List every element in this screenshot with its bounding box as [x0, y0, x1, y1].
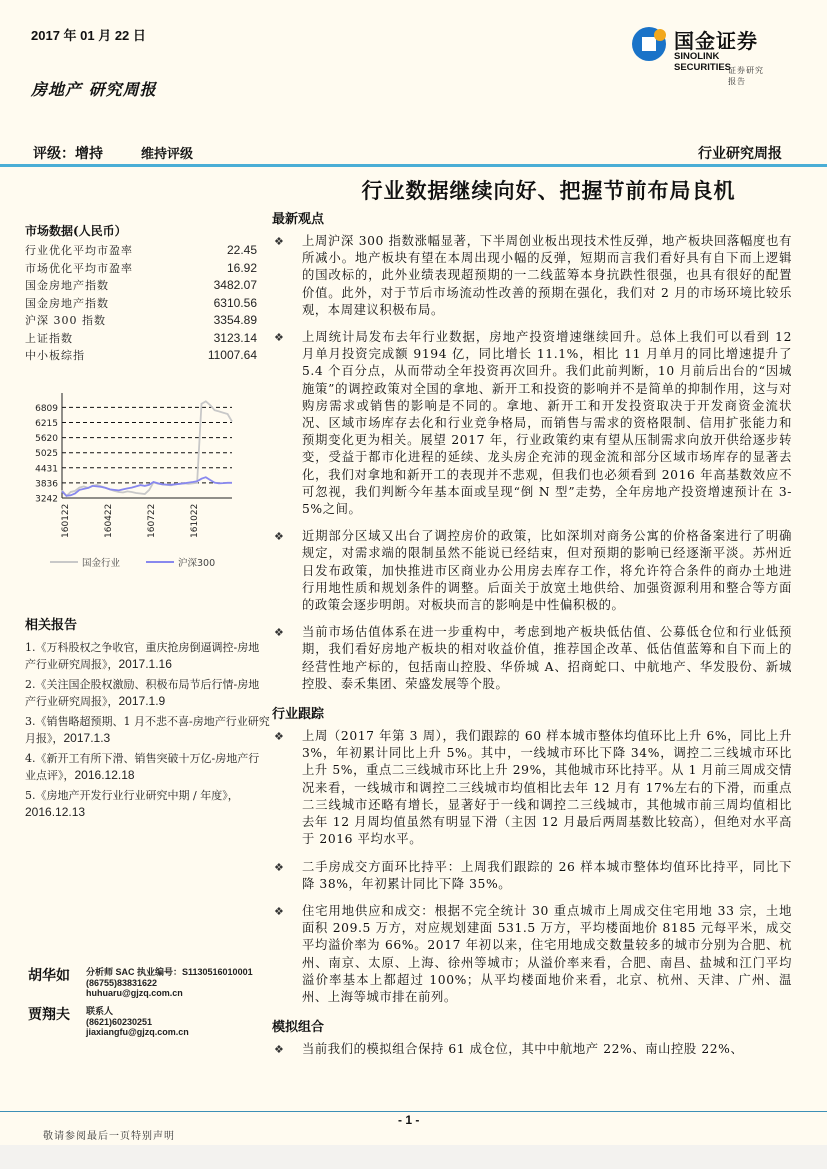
- svg-text:160422: 160422: [104, 503, 114, 538]
- diamond-bullet-icon: ❖: [274, 626, 285, 640]
- bullet-paragraph: ❖ 上周统计局发布去年行业数据，房地产投资增速继续回升。总体上我们可以看到 12 月单月投资完成额 9194 亿，同比增长 11.1%，相比 11 月单月的同比增速提升了 5.4 个百分点，从而带动全年投资再次回升。我们此前判断，10 月前后出台的“因城施策”的调控政策对全国的拿地、新开工和投资的影响并不是简单的抑制作用，这与对购房需求或销售的影响是不同的。拿地、新开工和开发投资取决于开发商资金流状况、区域市场库存去化和行业竞争格局，而销售与需求的资格限制、信用扩张能力和预期变化更为相关。展望 2017 年，行业政策约束有望从压制需求向放开供给逐步转变，受益于都市化进程的延续、龙头房企充沛的现金流和部分区域市场库存的显著去化，我们对拿地和新开工的表现并不悲观，但我们也必须看到 2016 年高基数效应不可忽视，我们判断今年基本面或呈现“倒 N 型”走势，全年房地产投资增速预计在 3-5%之间。: [274, 330, 792, 517]
- svg-text:3836: 3836: [35, 479, 58, 490]
- market-data-label: 市场优化平均市盈率: [25, 261, 133, 275]
- market-data-value: 3482.07: [213, 278, 257, 292]
- market-data-row: [25, 260, 257, 278]
- related-report-link[interactable]: 3.《销售略超预期、1 月不悲不喜-房地产行业研究月报》，2017.1.3: [25, 715, 270, 745]
- market-data-label: 国金房地产指数: [25, 279, 109, 292]
- rating-action: 维持评级: [141, 147, 194, 162]
- footer-divider: [0, 1111, 827, 1112]
- diamond-bullet-icon: ❖: [274, 331, 285, 345]
- related-report-link[interactable]: 4.《新开工有所下滑、销售突破十万亿-房地产行业点评》，2016.12.18: [25, 752, 260, 782]
- related-report-link[interactable]: 2.《关注国企股权激励、积极布局节后行情-房地产行业研究周报》，2017.1.9: [25, 678, 260, 708]
- svg-text:161022: 161022: [190, 503, 200, 538]
- bullet-paragraph: ❖ 当前我们的模拟组合保持 61 成仓位，其中中航地产 22%、南山控股 22%、: [272, 1041, 792, 1058]
- report-date: 2017 年 01 月 22 日: [31, 28, 146, 43]
- market-data-row: [25, 312, 257, 330]
- bullet-paragraph: ❖ 二手房成交方面环比持平：上周我们跟踪的 26 样本城市整体均值环比持平，同比下降 38%，年初累计同比下降 35%。: [274, 859, 792, 891]
- header-divider: [0, 164, 827, 167]
- diamond-bullet-icon: ❖: [274, 1043, 285, 1057]
- market-data-value: 3123.14: [213, 330, 257, 345]
- section-heading: 模拟组合: [272, 1020, 325, 1036]
- market-data-heading: 市场数据(人民币）: [25, 224, 127, 238]
- related-reports: [25, 614, 270, 824]
- market-data-value: 11007.64: [207, 348, 257, 362]
- analyst-1: 胡华如 分析师 SAC 执业编号：S1130516010001 (86755)83831622 huhuaru@gjzq.com.cn: [28, 967, 253, 998]
- market-data-value: 6310.56: [213, 295, 257, 310]
- diamond-bullet-icon: ❖: [274, 860, 285, 874]
- svg-text:160122: 160122: [61, 503, 71, 538]
- disclaimer: 敬请参阅最后一页特别声明: [43, 1131, 175, 1142]
- related-reports-heading: 相关报告: [25, 618, 78, 633]
- report-title: 行业数据继续向好、把握节前布局良机: [361, 178, 736, 203]
- market-data-row: [25, 277, 257, 295]
- market-data-value: 3354.89: [213, 313, 257, 327]
- section-heading: 行业跟踪: [272, 707, 325, 723]
- market-data-label: 国金房地产指数: [25, 296, 109, 310]
- analyst-email[interactable]: huhuaru@gjzq.com.cn: [86, 988, 183, 998]
- svg-text:3242: 3242: [35, 494, 58, 505]
- analyst-email[interactable]: jiaxiangfu@gjzq.com.cn: [86, 1027, 189, 1037]
- main-content: [272, 208, 792, 1068]
- related-report-link[interactable]: 5.《房地产开发行业行业研究中期 / 年度》，2016.12.13: [25, 789, 239, 819]
- market-data-value: 22.45: [226, 243, 257, 257]
- bullet-paragraph: ❖ 上周（2017 年第 3 周），我们跟踪的 60 样本城市整体均值环比上升 6%，同比上升 3%，年初累计同比上升 5%。其中，一线城市环比下降 34%，调控二三线城市环比上升 5%，重点二三线城市环比上升 29%，其他城市环比持平。从 1 月前三周成交情况来看，一线城市和调控二三线城市均值相比去年 12 月有 17%左右的下滑，而重点二三线城市还略有增长，显著好于一线和调控二三线城市，其他城市前三周均值相比去年 12 月周均值虽然有明显下滑（主因 12 月最后两周基数比较高），但绝对水平高于 2016 平均水平。: [274, 729, 792, 847]
- section-heading: 最新观点: [272, 212, 325, 227]
- bullet-paragraph: ❖ 上周沪深 300 指数涨幅显著，下半周创业板出现技术性反弹，地产板块回落幅度也有所减小。地产板块有望在本周出现小幅的反弹，短期而言我们看好具有自下而上逻辑的国改标的，此外业绩表现超预期的一二线蓝筹本身抗跌性很强，也具有很好的配置价值。此外，对于节后市场流动性改善的预期在强化，我们对 2 月的市场环境比较乐观，本周建议积极布局。: [274, 234, 792, 317]
- svg-text:6809: 6809: [35, 403, 58, 414]
- svg-text:6215: 6215: [35, 418, 58, 429]
- market-data-row: [25, 347, 257, 365]
- legend-swatch-icon: [50, 561, 78, 563]
- diamond-bullet-icon: ❖: [274, 904, 285, 918]
- sinolink-logo: [632, 25, 772, 86]
- report-type: 行业研究周报: [698, 146, 782, 162]
- page-number: - 1 -: [398, 1113, 420, 1127]
- legend-item-hs300: 沪深300: [146, 555, 215, 569]
- analyst-2: 贾翔夫 联系人 (8621)60230251 jiaxiangfu@gjzq.com.cn: [28, 1006, 189, 1037]
- market-data-panel: [25, 222, 257, 365]
- bullet-paragraph: ❖ 当前市场估值体系在进一步重构中，考虑到地产板块低估值、公募低仓位和行业低预期，我们看好房地产板块的相对收益价值，推荐国企改革、低估值蓝筹和自下而上的经营性地产标的，包括南山控股、华侨城 A、招商蛇口、中航地产、华发股份、新城控股、泰禾集团、荣盛发展等个股。: [274, 625, 792, 691]
- rating: [33, 143, 193, 163]
- legend-swatch-icon: [146, 561, 174, 563]
- svg-text:5620: 5620: [35, 434, 58, 445]
- market-data-label: 中小板综指: [25, 349, 85, 362]
- market-data-label: 上证指数: [25, 331, 73, 345]
- market-data-row: [25, 295, 257, 313]
- rating-label: 评级：增持: [33, 146, 103, 162]
- market-data-label: 行业优化平均市盈率: [25, 244, 133, 257]
- chart-legend: [50, 555, 215, 569]
- legend-item-industry: 国金行业: [50, 555, 120, 569]
- sector-label: 房地产 研究周报: [31, 80, 157, 99]
- diamond-bullet-icon: ❖: [274, 730, 285, 744]
- market-data-row: [25, 330, 257, 348]
- market-data-value: 16.92: [226, 260, 257, 275]
- logo-cn: 国金证券: [674, 29, 758, 53]
- market-data-label: 沪深 300 指数: [25, 314, 106, 327]
- logo-dot-icon: [654, 29, 666, 41]
- svg-text:160722: 160722: [147, 503, 157, 538]
- svg-text:4431: 4431: [35, 464, 58, 475]
- diamond-bullet-icon: ❖: [274, 235, 285, 248]
- svg-text:5025: 5025: [35, 449, 58, 460]
- related-report-link[interactable]: 1.《万科股权之争收官，重庆抢房倒逼调控-房地产行业研究周报》，2017.1.16: [25, 641, 260, 671]
- market-data-row: [25, 242, 257, 260]
- bullet-paragraph: ❖ 住宅用地供应和成交：根据不完全统计 30 重点城市上周成交住宅用地 33 宗，土地面积 209.5 万方，对应规划建面 531.5 万方，平均楼面地价 8185 元每平米，成交平均溢价率为 66%。2017 年初以来，住宅用地成交数量较多的城市分别为合肥、杭州、南京、太原、上海、徐州等城市；从溢价率来看，合肥、南昌、盐城和江门平均溢价率基本上都超过 100%；从平均楼面地价来看，北京、杭州、天津、广州、温州、上海等城市排在前列。: [274, 903, 792, 1004]
- logo-subtitle: 证券研究报告: [728, 66, 764, 86]
- diamond-bullet-icon: ❖: [274, 530, 285, 544]
- bullet-paragraph: ❖ 近期部分区域又出台了调控房价的政策，比如深圳对商务公寓的价格备案进行了明确规定，对需求端的限制虽然不能说已经结束，但对预期的影响已经逐渐平淡。苏州近日发布政策，加快推进市区商业办公用房去库存工作，将允许符合条件的商办土地进行用地性质和规划条件的调整。后面关于放宽土地供给、加强资源利用和整合等方面的政策会逐步明朗。对板块而言的影响是中性偏积极的。: [274, 529, 792, 613]
- logo-en: SINOLINK SECURITIES: [674, 51, 732, 73]
